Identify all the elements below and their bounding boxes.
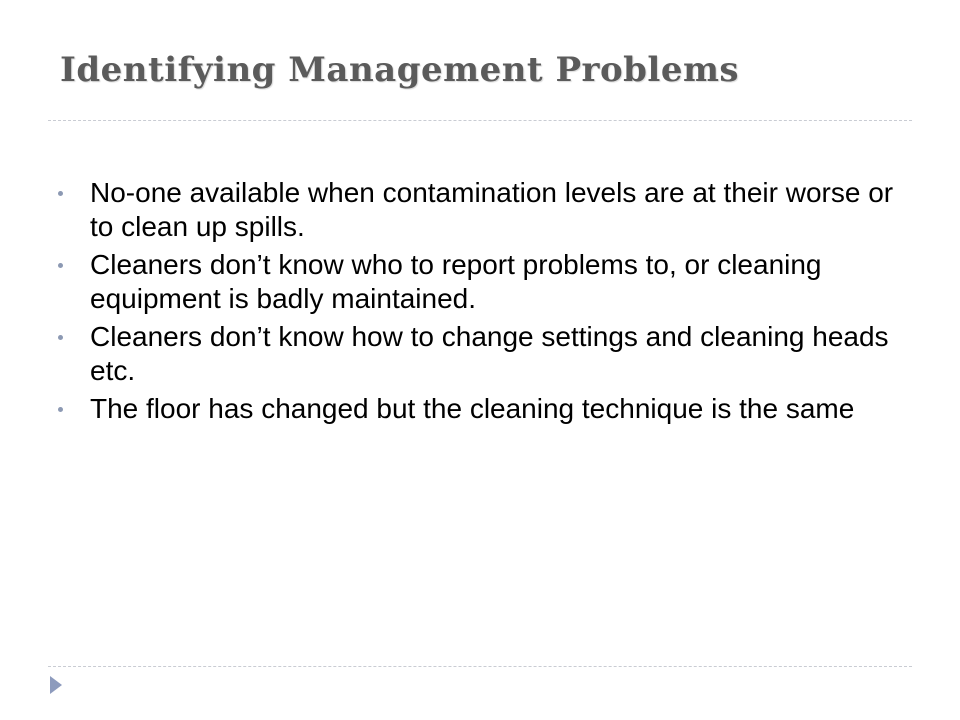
- bullet-marker-icon: [58, 335, 63, 340]
- bullet-text: Cleaners don’t know how to change settings and cleaning heads etc.: [90, 321, 889, 386]
- slide-title: Identifying Management Problems: [60, 50, 740, 90]
- bullet-text: No-one available when contamination levels are at their worse or to clean up spills.: [90, 177, 894, 242]
- bullet-marker-icon: [58, 407, 63, 412]
- title-divider: [48, 120, 912, 121]
- bullet-item: [56, 248, 916, 316]
- bullet-item: [56, 392, 916, 426]
- footer-divider: [48, 666, 912, 667]
- bullet-list: [56, 176, 916, 430]
- bullet-marker-icon: [58, 191, 63, 196]
- bullet-item: [56, 176, 916, 244]
- bullet-item: [56, 320, 916, 388]
- triangle-right-icon[interactable]: [50, 676, 62, 694]
- bullet-marker-icon: [58, 263, 63, 268]
- bullet-text: The floor has changed but the cleaning technique is the same: [90, 393, 855, 424]
- bullet-text: Cleaners don’t know who to report problems to, or cleaning equipment is badly maintained.: [90, 249, 822, 314]
